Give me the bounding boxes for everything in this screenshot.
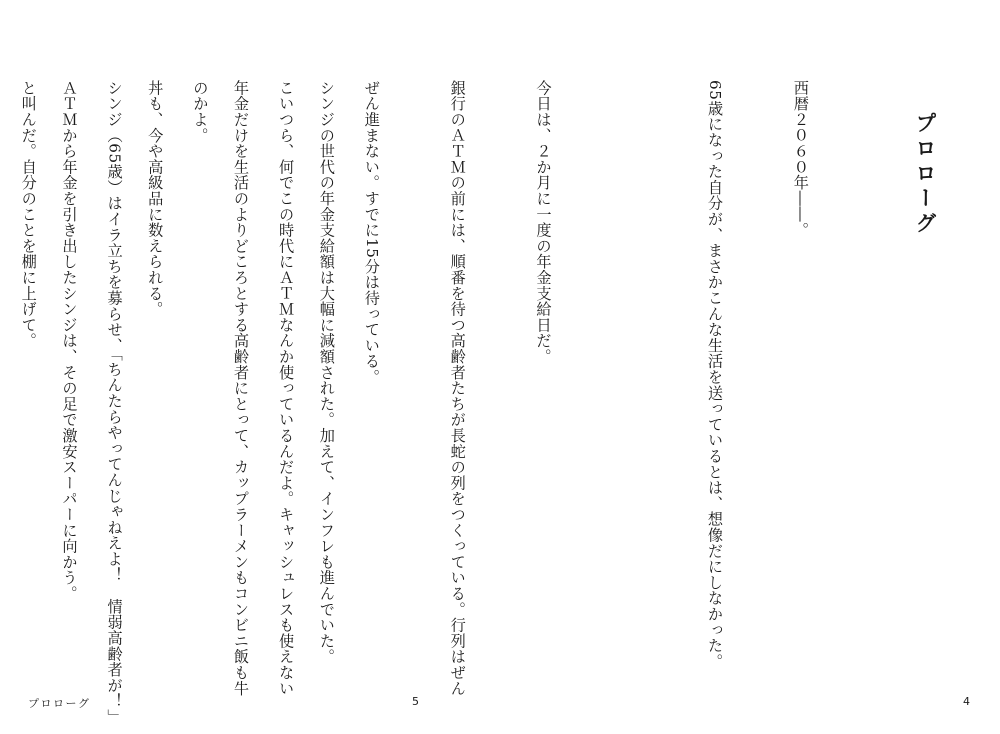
blank-line xyxy=(615,80,644,650)
page-number: 4 xyxy=(963,695,970,708)
text-line: ぜん進まない。すでに15分は待っている。 xyxy=(362,80,381,385)
page-number: 5 xyxy=(412,695,419,708)
text-line: 銀行のＡＴＭの前には、順番を待つ高齢者たちが長蛇の列をつくっている。行列はぜん xyxy=(448,80,467,697)
chapter-title: プロローグ xyxy=(913,112,937,237)
text-line: のかよ。 xyxy=(191,80,210,144)
text-line: ＡＴＭから年金を引き出したシンジは、その足で激安スーパーに向かう。 xyxy=(60,80,79,602)
text-line: と叫んだ。自分のことを棚に上げて。 xyxy=(19,80,38,349)
text-line: 65歳になった自分が、まさかこんな生活を送っているとは、想像だにしなかった。 xyxy=(706,80,725,670)
running-head: プロローグ xyxy=(28,697,91,710)
text-line: 西暦２０６０年――。 xyxy=(791,80,810,238)
text-line: 今日は、２か月に一度の年金支給日だ。 xyxy=(534,80,553,365)
text-line: シンジの世代の年金支給額は大幅に減額された。加えて、インフレも進んでいた。 xyxy=(317,80,336,665)
text-line: こいつら、何でこの時代にＡＴＭなんか使っているんだよ。キャッシュレスも使えない xyxy=(277,80,296,697)
text-line: 年金だけを生活のよりどころとする高齢者にとって、カップラーメンもコンビニ飯も牛 xyxy=(232,80,251,697)
text-line: 丼も、今や高級品に数えられる。 xyxy=(146,80,165,317)
text-line: シンジ（65歳）はイラ立ちを募らせ、「ちんたらやってんじゃねえよ！ 情弱高齢者が！」 xyxy=(105,80,124,725)
